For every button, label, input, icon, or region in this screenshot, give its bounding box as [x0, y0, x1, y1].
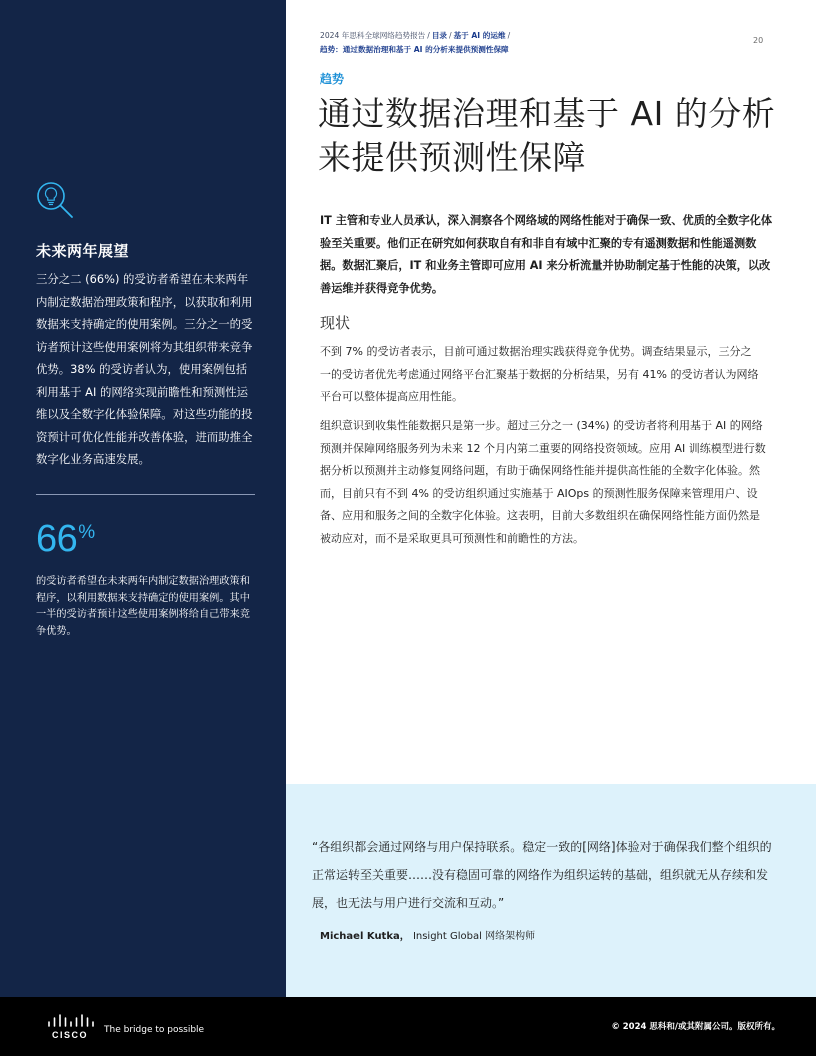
sidebar [0, 0, 286, 997]
stat-value: 66 [36, 518, 78, 560]
tagline: The bridge to possible [104, 1025, 205, 1035]
page-number: 20 [753, 36, 764, 45]
breadcrumb-section[interactable]: 基于 AI 的运维 [453, 31, 506, 40]
section-heading: 现状 [320, 314, 351, 332]
copyright: © 2024 思科和/或其附属公司。版权所有。 [611, 1022, 780, 1032]
body-paragraph-2: 组织意识到收集性能数据只是第一步。超过三分之一 (34%) 的受访者将利用基于 AI 的网络预测并保障网络服务列为未来 12 个月内第二重要的网络投资领域。应用 AI 训练模型进行数据分析以预测并主动修复网络问题，有助于确保网络性能并提供高性能的全数字化体验。然而，目前只有不到 4% 的受访组织通过实施基于 AIOps 的预测性服务保障来管理用户、设备、应用和服务之间的全数字化体验。这表明，目前大多数组织在确保网络性能方面仍然是被动应对，而不是采取更具可预测性和前瞻性的方法。 [320, 419, 766, 545]
stat-unit: % [78, 522, 95, 543]
intro-paragraph: IT 主管和专业人员承认，深入洞察各个网络域的网络性能对于确保一致、优质的全数字化体验至关重要。他们正在研究如何获取自有和非自有域中汇聚的专有遥测数据和性能遥测数据。数据汇聚后，IT 和业务主管即可应用 AI 来分析流量并协助制定基于性能的决策，以改善运维并获得竞争优势。 [320, 214, 773, 295]
breadcrumb-toc[interactable]: 目录 [431, 31, 448, 40]
breadcrumb-report[interactable]: 2024 年思科全球网络趋势报告 [320, 31, 426, 40]
breadcrumb: 2024 年思科全球网络趋势报告 / 目录 / 基于 AI 的运维 / 趋势：通过数据治理和基于 AI 的分析来提供预测性保障 [320, 31, 511, 54]
sidebar-heading: 未来两年展望 [36, 242, 130, 260]
stat-caption: 的受访者希望在未来两年内制定数据治理政策和程序，以利用数据来支持确定的使用案例。其中一半的受访者预计这些使用案例将给自己带来竞争优势。 [36, 576, 250, 637]
cisco-logo-text: CISCO [51, 1030, 89, 1040]
page-title: 通过数据治理和基于 AI 的分析来提供预测性保障 [318, 94, 776, 177]
breadcrumb-subsection[interactable]: 趋势：通过数据治理和基于 AI 的分析来提供预测性保障 [320, 45, 509, 54]
kicker-label: 趋势 [320, 72, 345, 86]
quote-author [320, 927, 535, 942]
body-paragraph-1: 不到 7% 的受访者表示，目前可通过数据治理实践获得竞争优势。调查结果显示，三分之一的受访者优先考虑通过网络平台汇聚基于数据的分析结果，另有 41% 的受访者认为网络平台可以整体提高应用性能。 [320, 345, 759, 403]
quote-text: “各组织都会通过网络与用户保持联系。稳定一致的[网络]体验对于确保我们整个组织的正常运转至关重要……没有稳固可靠的网络作为组织运转的基础，组织就无从存续和发展，也无法与用户进行交流和互动。” [312, 840, 772, 910]
quote-author-title: Insight Global 网络架构师 [412, 931, 536, 942]
lightbulb-search-icon [36, 181, 76, 221]
footer [0, 997, 816, 1056]
sidebar-body: 三分之二 (66%) 的受访者希望在未来两年内制定数据治理政策和程序，以获取和利用数据来支持确定的使用案例。三分之一的受访者预计这些使用案例将为其组织带来竞争优势。38% 的受访者认为，使用案例包括利用基于 AI 的网络实现前瞻性和预测性运维以及全数字化体验保障。对这些功能的投资预计可优化性能并改善体验，进而助推全数字化业务高速发展。 [36, 272, 253, 466]
cisco-logo[interactable] [46, 1013, 94, 1041]
stat-number [36, 518, 95, 561]
sidebar-divider [36, 494, 255, 495]
quote-author-name: Michael Kutka， [320, 931, 410, 942]
